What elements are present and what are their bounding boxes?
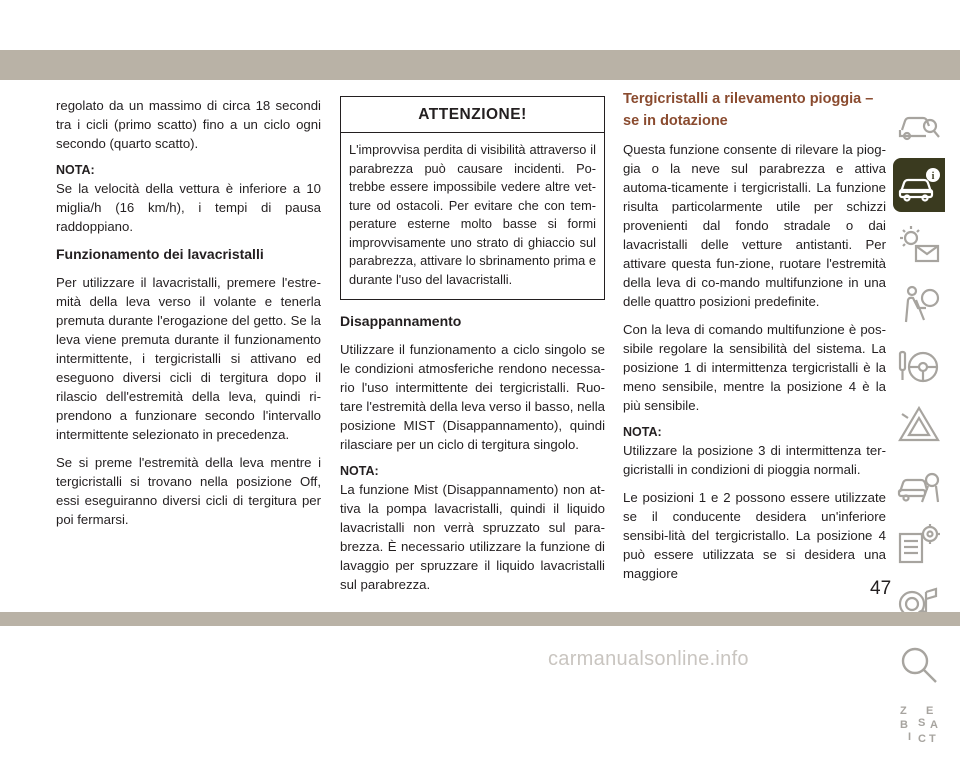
note [56,162,321,236]
tab-customer-assistance[interactable] [893,638,945,692]
tab-servicing[interactable] [893,458,945,512]
warning-box [340,96,605,300]
car-info-icon [896,162,942,208]
note-label: NOTA: [623,425,662,439]
svg-text:Z: Z [900,705,907,717]
note [340,463,605,594]
note-label: NOTA: [340,464,379,478]
watermark: carmanualsonline.info [548,648,749,670]
svg-text:B: B [900,719,908,731]
alphabetical-index-icon [896,702,942,748]
tab-starting-operating[interactable] [893,338,945,392]
car-service-icon [896,462,942,508]
svg-text:I: I [908,731,912,743]
hazard-warning-icon [896,402,942,448]
paragraph: Questa funzione consente di rilevare la piog-gia o la neve sul parabrezza e attiva automa-ticamente i tergicristalli. La funzione risulta particolarmente utile per schizzi provenienti dal fondo stradale o dai lavacristalli delle vetture antistanti. Per attivare questa fun-zione, ruotare l'estremità della leva di co-mando multifunzione in una delle quattro posizioni predefinite. [623,142,886,309]
tab-index[interactable] [893,698,945,752]
chapter-tabs [893,98,945,758]
section-heading: Funzionamento dei lavacristalli [56,246,264,262]
header-band [0,50,960,80]
warning-title: ATTENZIONE! [341,97,604,133]
note-text: Utilizzare la posizione 3 di intermittenza ter-gicristalli in condizioni di pioggia normali. [623,443,886,477]
svg-text:S: S [918,717,926,729]
tab-emergency[interactable] [893,398,945,452]
car-search-icon [896,102,942,148]
svg-text:C: C [918,733,926,745]
section-heading: Disappannamento [340,313,462,329]
steering-wheel-icon [896,342,942,388]
tab-specifications[interactable] [893,518,945,572]
column-left [56,96,321,529]
airbag-safety-icon [896,282,942,328]
note [623,424,886,479]
svg-text:T: T [929,733,936,745]
tab-getting-to-know-vehicle[interactable] [893,98,945,152]
column-middle [340,96,605,594]
paragraph: Le posizioni 1 e 2 possono essere utilizzate se il conducente desidera un'inferiore sensibi-lità del tergicristallo. La posizione 4 può essere utilizzata se si desidera una maggiore [623,490,886,581]
paragraph: Con la leva di comando multifunzione è pos-sibile regolare la sensibilità del sistema. La posizione 1 di intermittenza tergicristalli è la meno sensibile, mentre la posizione 4 è la più sensibile. [623,322,886,413]
note-label: NOTA: [56,163,95,177]
tab-vehicle-info[interactable] [893,158,945,212]
specifications-gear-icon [896,522,942,568]
note-text: Se la velocità della vettura è inferiore a 10 miglia/h (16 km/h), i tempi di pausa raddoppiano. [56,181,321,234]
search-magnifier-icon [896,642,942,688]
section-heading: Tergicristalli a rilevamento pioggia – se in dotazione [623,91,874,129]
tab-warning-lights[interactable] [893,218,945,272]
warning-text: L'improvvisa perdita di visibilità attraverso il parabrezza può causare incidenti. Po-trebbe essere impossibile vedere altre vet-ture od ostacoli. Per evitare che con tem-perature esterne molto basse si formi improvvisamente uno strato di ghiaccio sul parabrezza, attivare lo sbrinamento prima e durante l'uso del lavacristalli. [349,142,596,287]
note-text: La funzione Mist (Disappannamento) non at-tiva la pompa lavacristalli, quindi il liquido lavacristalli non verrà spruzzato sul para-brezza. È necessario utilizzare la funzione di lavaggio per spruzzare il liquido lavacristalli sul parabrezza. [340,482,605,592]
paragraph: Utilizzare il funzionamento a ciclo singolo se le condizioni atmosferiche rendono necessa-rio l'uso intermittente dei tergicristalli. Ruo-tare l'estremità della leva verso il basso, nella posizione MIST (Disappannamento), quindi rilasciare per un ciclo di tergitura singolo. [340,342,605,452]
column-right [623,91,886,583]
warning-lights-message-icon [896,222,942,268]
page-number: 47 [870,578,892,599]
paragraph: Per utilizzare il lavacristalli, premere l'estre-mità della leva verso il volante e tenerla premuta durante l'erogazione del getto. Se la leva viene premuta durante il funzionamento intermittente, i tergicristalli si attivano ed eseguono diversi cicli di tergitura dopo il rilascio dell'estremità della leva, quindi ri-prendono a funzionare secondo l'intervallo intermittente selezionato in precedenza. [56,275,321,442]
svg-text:i: i [931,171,935,182]
svg-text:A: A [930,719,938,731]
tab-safety[interactable] [893,278,945,332]
svg-text:E: E [926,705,934,717]
paragraph: regolato da un massimo di circa 18 secondi tra i cicli (primo scatto) fino a un ciclo ogni secondo (quarto scatto). [56,98,321,151]
footer-band [0,612,960,626]
paragraph: Se si preme l'estremità della leva mentre i tergicristalli si trovano nella posizione Off, essi eseguiranno diversi cicli di tergitura per poi fermarsi. [56,455,321,527]
